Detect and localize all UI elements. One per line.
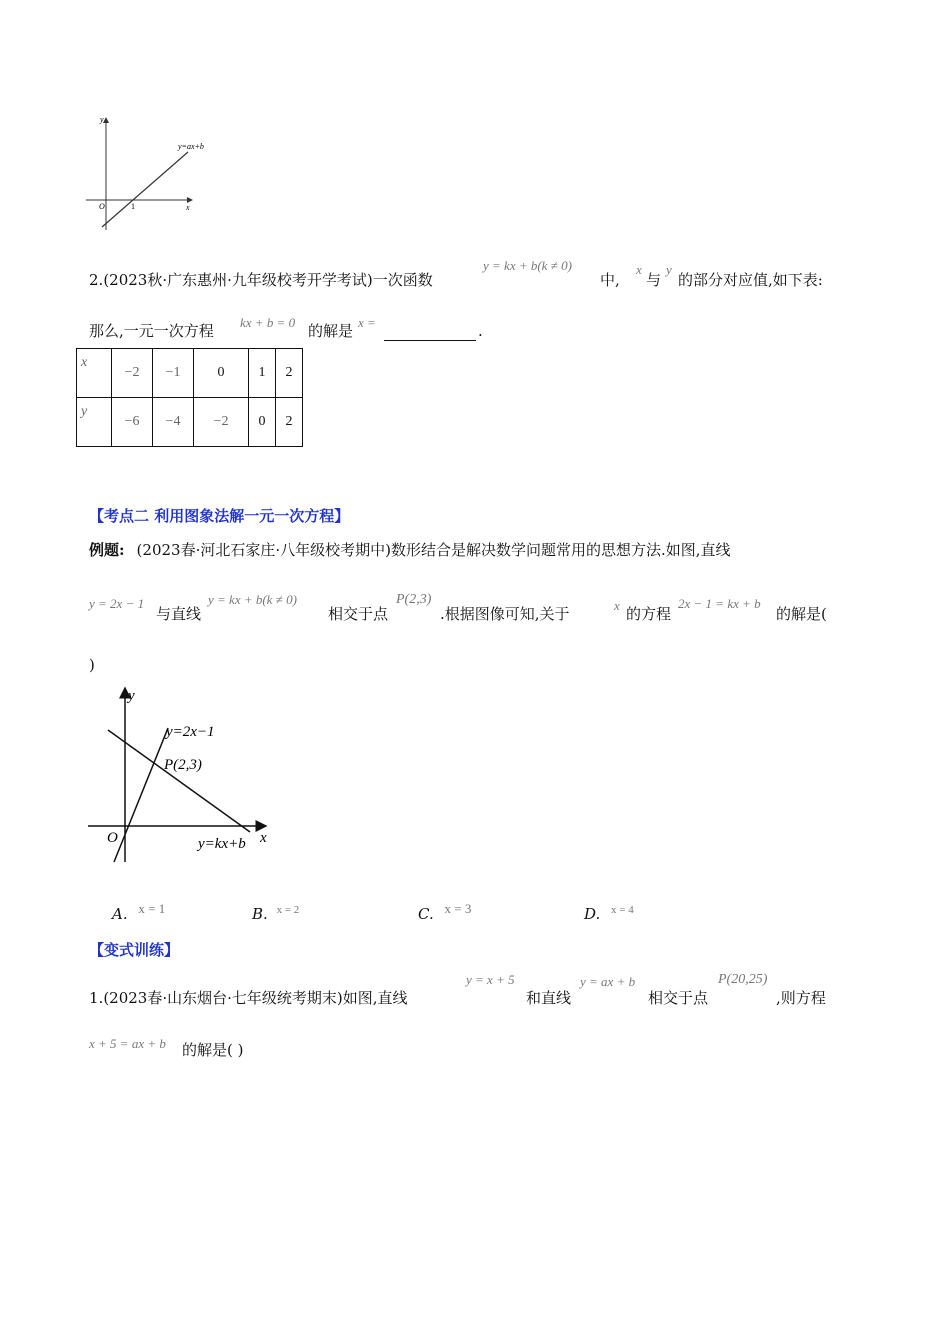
option-letter: D. [584,905,601,923]
q1-and: 和直线 [526,989,572,1007]
option-value: x = 4 [611,904,634,916]
example-text1: (2023春·河北石家庄·八年级校考期中)数形结合是解决数学问题常用的思想方法.如图,直线 [136,541,731,559]
q2-source: (2023秋·广东惠州·九年级校考开学考试)一次函数 [103,271,433,289]
option-d[interactable] [584,904,634,926]
table-cell: −2 [112,349,153,398]
example-t3: 相交于点 [328,605,389,623]
option-letter: C. [418,905,434,923]
q1-source: (2023春·山东烟台·七年级统考期末)如图,直线 [103,989,408,1007]
table-cell: 0 [249,398,276,447]
table-cell: −4 [153,398,194,447]
q2-mid: 中, [600,271,620,289]
example-eq: 2x − 1 = kx + b [678,596,761,611]
question-2-line1 [89,270,433,290]
q1-number: 1. [89,989,104,1007]
example-line1 [89,540,731,560]
example-t6: 的解是( [776,605,827,623]
q1-eq: x + 5 = ax + b [89,1036,166,1051]
line-label: y=ax+b [178,142,204,151]
example-t2: 与直线 [156,605,202,623]
example-point: P(2,3) [396,592,432,607]
q2-line2-mid: 的解是 [308,322,354,340]
q1-point: P(20,25) [718,972,768,987]
option-value: x = 3 [444,901,472,916]
line-kx-b [108,730,250,832]
x-axis-label: x [260,830,267,846]
table-cell: −6 [112,398,153,447]
option-value: x = 1 [138,901,166,916]
example-x-var: x [614,598,620,613]
example-f1: y = 2x − 1 [89,596,145,611]
q2-function: y = kx + b(k ≠ 0) [483,258,572,273]
table-cell: y [77,398,112,447]
q1-meet: 相交于点 [648,989,709,1007]
table-row [77,349,303,398]
variant-title: 【变式训练】 [89,941,180,959]
line-ax-b [102,152,188,227]
y-axis-label: y [100,115,104,124]
q1-f2: y = ax + b [580,974,636,989]
q2-y-var: y [666,262,672,277]
section-2-title: 【考点二 利用图象法解一元一次方程】 [89,507,350,525]
y-axis-label: y [128,688,135,704]
table-cell: 2 [276,349,303,398]
table-cell: 1 [249,349,276,398]
q2-equation: kx + b = 0 [240,315,296,330]
q2-x-eq: x = [358,315,376,330]
q1-tail: 的解是( ) [182,1041,244,1059]
q2-x-var: x [636,262,642,277]
q2-with: 与 [646,271,662,289]
table-row [77,398,303,447]
q2-number: 2. [89,271,104,289]
q1-then: ,则方程 [776,989,826,1007]
value-table [76,348,303,447]
q2-answer-blank[interactable] [384,321,476,341]
table-cell: x [77,349,112,398]
tick-label: 1 [131,202,135,211]
origin-label: O [107,830,118,846]
option-letter: A. [112,905,128,923]
example-label: 例题: [89,541,125,559]
option-a[interactable] [112,901,166,925]
line1-label: y=2x−1 [166,724,215,740]
graph-intersection [80,682,280,872]
table-cell: −2 [194,398,249,447]
option-letter: B. [252,905,268,923]
example-t5: 的方程 [626,605,672,623]
option-value: x = 2 [276,904,300,916]
q2-line1-rest [600,270,620,290]
line2-label: y=kx+b [198,836,246,852]
table-cell: 0 [194,349,249,398]
origin-label: O [99,202,105,211]
point-label: P(2,3) [164,757,202,773]
table-cell: 2 [276,398,303,447]
q2-end: . [478,322,483,340]
q2-line2-pre: 那么,一元一次方程 [89,322,214,340]
example-f2: y = kx + b(k ≠ 0) [208,592,297,607]
q1-f1: y = x + 5 [466,972,515,987]
example-t4: .根据图像可知,关于 [440,605,570,623]
x-axis-label: x [186,203,190,212]
example-close: ) [89,656,95,674]
q2-tail: 的部分对应值,如下表: [678,271,823,289]
line-2x-1 [114,728,168,862]
option-b[interactable] [252,904,299,926]
graph-y-ax-b [80,112,210,232]
table-cell: −1 [153,349,194,398]
question-2-line2 [89,321,214,341]
question-1-line1 [89,988,408,1008]
option-c[interactable] [418,901,472,925]
